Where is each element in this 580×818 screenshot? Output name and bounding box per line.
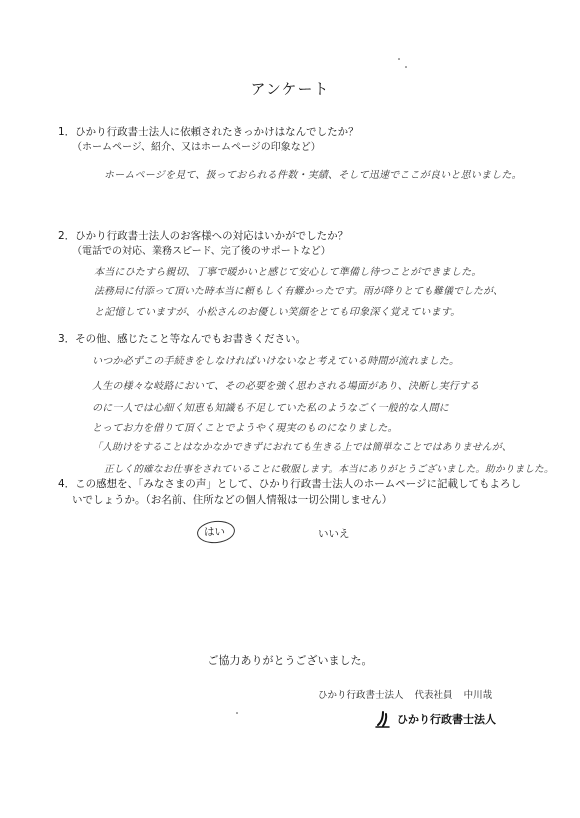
answer-3-line-3: のに一人では心細く知恵も知識も不足していた私のようなごく一般的な人間に — [92, 403, 449, 414]
question-1-hint: （ホームページ、紹介、又はホームページの印象など） — [72, 142, 321, 153]
signature-name: 中川哉 — [463, 690, 493, 701]
option-no[interactable]: いいえ — [318, 528, 350, 540]
selected-option-circle — [196, 519, 236, 545]
answer-3-line-1: いつか必ずこの手続きをしなければいけないなと考えている時間が流れました。 — [92, 356, 460, 367]
company-logo — [374, 709, 496, 729]
answer-3-line-2: 人生の様々な岐路において、その必要を強く思わされる場面があり、決断し実行する — [92, 381, 480, 392]
scan-speck — [398, 58, 400, 60]
answer-2-line-3: と記憶していますが、小松さんのお優しい笑顔をとても印象深く覚えています。 — [94, 307, 461, 318]
question-4-cont: いでしょうか。（お名前、住所などの個人情報は一切公開しません） — [72, 494, 393, 506]
signature-org: ひかり行政書士法人 — [318, 690, 404, 701]
answer-2-line-2: 法務局に付添って頂いた時本当に頼もしく有難かったです。雨が降りとても難儀でしたが、 — [94, 286, 504, 297]
question-2: 2．ひかり行政書士法人のお客様への対応はいかがでしたか？ — [58, 230, 349, 242]
answer-3-line-5: 「人助けをすることはなかなかできずにおれても生きる上では簡単なことではありませんが、 — [92, 442, 512, 453]
answer-3-line-4: とってお力を借りて頂くことでようやく現実のものになりました。 — [92, 423, 398, 434]
logo-text: ひかり行政書士法人 — [397, 713, 496, 726]
answer-3-line-6: 正しく的確なお仕事をされていることに敬服します。本当にありがとうございました。助かりました。 — [104, 464, 554, 475]
scan-speck — [405, 66, 407, 68]
answer-2-line-1: 本当にひたすら親切、丁寧で暖かいと感じて安心して準備し待つことができました。 — [94, 267, 482, 278]
signature — [318, 687, 500, 701]
question-1: 1．ひかり行政書士法人に依頼されたきっかけはなんでしたか？ — [58, 126, 359, 138]
signature-role: 代表社員 — [414, 690, 453, 701]
option-yes[interactable]: はい — [204, 526, 225, 538]
page-title: アンケート — [250, 80, 330, 98]
answer-1: ホームページを見て、扱っておられる件数・実績、そして迅速でここが良いと思いました。 — [104, 170, 522, 181]
logo-mark-icon — [374, 709, 394, 729]
thanks-message: ご協力ありがとうございました。 — [207, 654, 373, 667]
scan-speck — [236, 712, 238, 714]
question-3: 3．その他、感じたこと等なんでもお書きください。 — [58, 333, 307, 345]
question-4: 4．この感想を、「みなさまの声」として、ひかり行政書士法人のホームページに記載してもよろし — [58, 478, 522, 490]
question-2-hint: （電話での対応、業務スピード、完了後のサポートなど） — [72, 246, 331, 257]
